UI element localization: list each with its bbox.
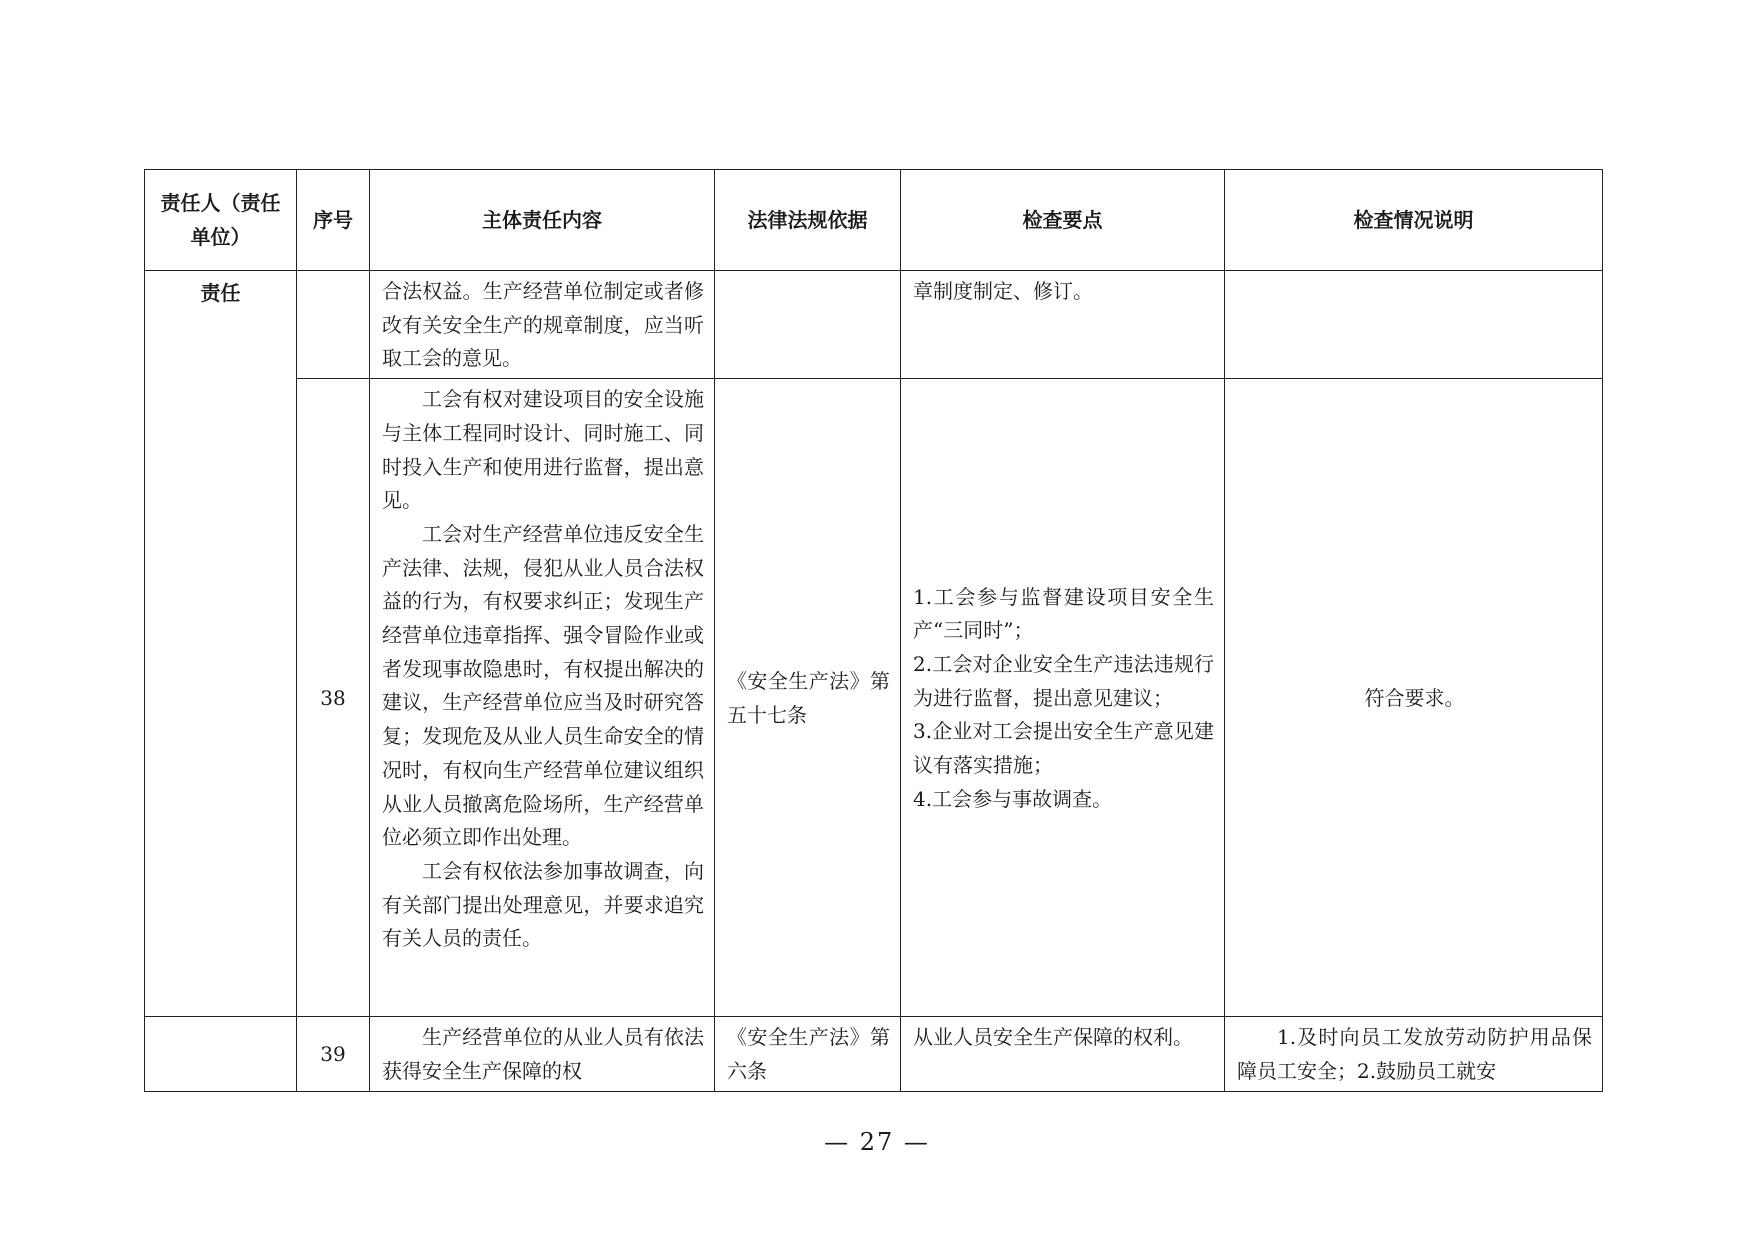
points-cell xyxy=(901,379,1225,1017)
content-paragraph: 合法权益。生产经营单位制定或者修改有关安全生产的规章制度，应当听取工会的意见。 xyxy=(382,279,704,371)
seq-cell xyxy=(297,271,370,379)
point-item: 1.工会参与监督建设项目安全生产“三同时”； xyxy=(913,584,1214,643)
point-item: 2.工会对企业安全生产违法违规行为进行监督，提出意见建议； xyxy=(913,652,1214,710)
point-item: 3.企业对工会提出安全生产意见建议有落实措施； xyxy=(913,719,1214,778)
status-cell: 1.及时向员工发放劳动防护用品保障员工安全；2.鼓励员工就安 xyxy=(1225,1017,1603,1091)
table-header-row xyxy=(145,170,1603,271)
header-basis: 法律法规依据 xyxy=(715,170,901,271)
content-paragraph: 工会有权依法参加事故调查，向有关部门提出处理意见，并要求追究有关人员的责任。 xyxy=(382,858,704,951)
header-content: 主体责任内容 xyxy=(370,170,715,271)
responsible-cell xyxy=(145,1017,297,1091)
responsible-cell: 责任 xyxy=(145,271,297,1017)
responsibility-table xyxy=(144,169,1603,1092)
header-responsible: 责任人（责任单位） xyxy=(145,170,297,271)
status-cell: 符合要求。 xyxy=(1225,379,1603,1017)
table-row xyxy=(145,271,1603,379)
basis-cell: 《安全生产法》第六条 xyxy=(715,1017,901,1091)
content-cell xyxy=(370,379,715,1017)
header-status: 检查情况说明 xyxy=(1225,170,1603,271)
status-cell xyxy=(1225,271,1603,379)
content-paragraph: 工会对生产经营单位违反安全生产法律、法规，侵犯从业人员合法权益的行为，有权要求纠正；发现生产经营单位违章指挥、强令冒险作业或者发现事故隐患时，有权提出解决的建议，生产经营单位应当及时研究答复；发现危及从业人员生命安全的情况时，有权向生产经营单位建议组织从业人员撤离危险场所，生产经营单位必须立即作出处理。 xyxy=(382,521,704,850)
content-cell xyxy=(370,271,715,379)
point-item: 章制度制定、修订。 xyxy=(913,279,1093,303)
basis-cell xyxy=(715,271,901,379)
points-cell xyxy=(901,271,1225,379)
points-cell xyxy=(901,1017,1225,1091)
content-paragraph: 生产经营单位的从业人员有依法获得安全生产保障的权 xyxy=(382,1025,704,1083)
table-row xyxy=(145,379,1603,1017)
header-points: 检查要点 xyxy=(901,170,1225,271)
seq-cell: 39 xyxy=(297,1017,370,1091)
page-number: — 27 — xyxy=(824,1128,930,1156)
content-cell xyxy=(370,1017,715,1091)
table-row xyxy=(145,1017,1603,1091)
basis-cell: 《安全生产法》第五十七条 xyxy=(715,379,901,1017)
content-paragraph: 工会有权对建设项目的安全设施与主体工程同时设计、同时施工、同时投入生产和使用进行监督，提出意见。 xyxy=(382,387,704,513)
point-item: 4.工会参与事故调查。 xyxy=(913,786,1113,811)
point-item: 从业人员安全生产保障的权利。 xyxy=(913,1025,1193,1050)
seq-cell: 38 xyxy=(297,379,370,1017)
header-seq: 序号 xyxy=(297,170,370,271)
